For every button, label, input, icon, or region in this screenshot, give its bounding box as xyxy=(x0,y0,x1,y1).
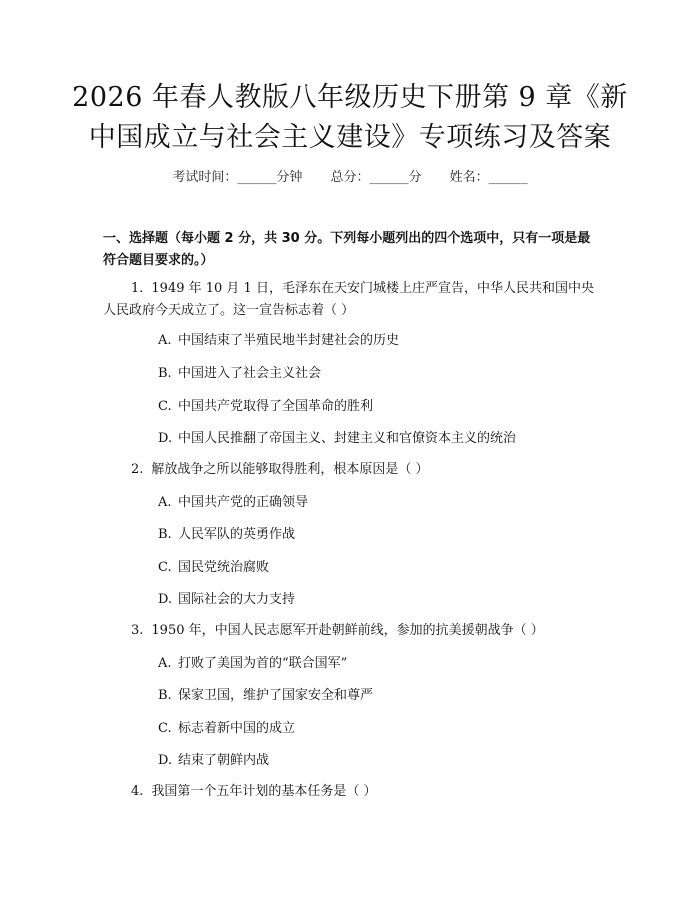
option-1b xyxy=(158,365,608,383)
option-letter: C. xyxy=(158,399,172,414)
option-text: 中国共产党的正确领导 xyxy=(178,495,309,510)
section-heading: 一、选择题（每小题 2 分，共 30 分。下列每小题列出的四个选项中，只有一项是最符合题目要求的。） xyxy=(103,231,591,268)
question-2 xyxy=(103,459,603,481)
option-3b xyxy=(158,687,608,705)
question-text: 我国第一个五年计划的基本任务是（ ） xyxy=(151,784,377,799)
option-text: 人民军队的英勇作战 xyxy=(178,527,296,542)
option-letter: A. xyxy=(158,656,172,671)
option-2b xyxy=(158,526,608,544)
question-3 xyxy=(103,620,603,642)
option-1c xyxy=(158,398,608,416)
option-3c xyxy=(158,720,608,738)
option-text: 标志着新中国的成立 xyxy=(178,721,296,736)
option-text: 国际社会的大力支持 xyxy=(178,592,296,607)
exam-meta xyxy=(0,169,700,187)
question-text: 1950 年，中国人民志愿军开赴朝鲜前线，参加的抗美援朝战争（ ） xyxy=(151,623,544,638)
option-letter: D. xyxy=(158,592,173,607)
option-letter: A. xyxy=(158,495,172,510)
option-letter: D. xyxy=(158,753,173,768)
option-letter: B. xyxy=(158,366,172,381)
question-text: 1949 年 10 月 1 日，毛泽东在天安门城楼上庄严宣告，中华人民共和国中央人民政府今天成立了。这一宣告标志着（ ） xyxy=(103,281,594,318)
option-3d xyxy=(158,752,608,770)
option-letter: A. xyxy=(158,333,172,348)
option-letter: C. xyxy=(158,721,172,736)
option-text: 打败了美国为首的“联合国军” xyxy=(178,656,348,671)
title-line-2: 中国成立与社会主义建设》专项练习及答案 xyxy=(88,122,612,153)
option-text: 中国共产党取得了全国革命的胜利 xyxy=(178,399,374,414)
option-text: 保家卫国，维护了国家安全和尊严 xyxy=(178,688,374,703)
question-4 xyxy=(103,781,603,803)
option-text: 中国人民推翻了帝国主义、封建主义和官僚资本主义的统治 xyxy=(178,431,517,446)
total-score-label: 总分：______分 xyxy=(330,170,422,185)
option-text: 国民党统治腐败 xyxy=(178,560,270,575)
question-number: 2. xyxy=(131,462,144,477)
option-letter: B. xyxy=(158,527,172,542)
option-2d xyxy=(158,591,608,609)
option-2c xyxy=(158,559,608,577)
option-letter: C. xyxy=(158,560,172,575)
option-letter: B. xyxy=(158,688,172,703)
question-number: 1. xyxy=(131,281,144,296)
title-line-1: 2026 年春人教版八年级历史下册第 9 章《新 xyxy=(72,82,628,113)
option-text: 中国进入了社会主义社会 xyxy=(178,366,322,381)
question-number: 4. xyxy=(131,784,144,799)
option-text: 结束了朝鲜内战 xyxy=(178,753,270,768)
option-text: 中国结束了半殖民地半封建社会的历史 xyxy=(178,333,400,348)
question-number: 3. xyxy=(131,623,144,638)
option-1a xyxy=(158,332,608,350)
option-letter: D. xyxy=(158,431,173,446)
student-name-label: 姓名：______ xyxy=(449,170,528,185)
option-3a xyxy=(158,655,608,673)
option-2a xyxy=(158,494,608,512)
exam-time-label: 考试时间：______分钟 xyxy=(172,170,303,185)
question-text: 解放战争之所以能够取得胜利，根本原因是（ ） xyxy=(151,462,429,477)
option-1d xyxy=(158,430,608,448)
document-title xyxy=(60,78,640,158)
question-1 xyxy=(103,278,603,322)
